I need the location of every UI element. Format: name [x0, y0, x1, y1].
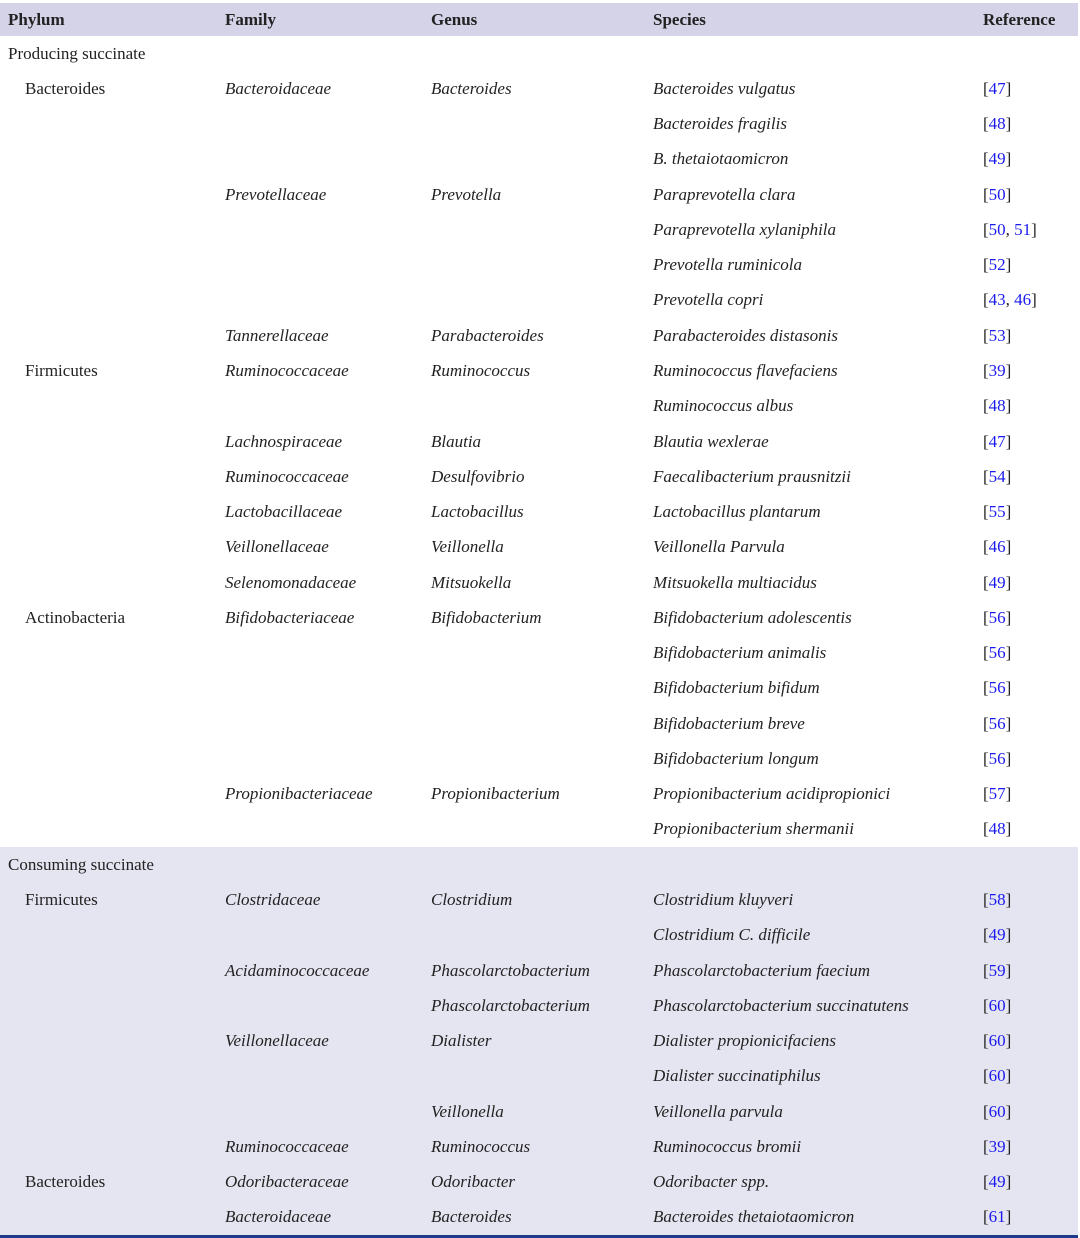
family-cell: Bifidobacteriaceae — [225, 607, 355, 627]
reference-cell: [49] — [983, 1172, 1012, 1192]
reference-link[interactable]: 51 — [1014, 219, 1032, 239]
reference-link[interactable]: 52 — [988, 255, 1006, 275]
species-cell: Prevotella ruminicola — [653, 255, 803, 275]
genus-cell: Odoribacter — [431, 1172, 516, 1192]
family-cell: Bacteroidaceae — [225, 1207, 332, 1227]
table-row — [0, 424, 1078, 459]
family-cell: Veillonellaceae — [225, 1031, 329, 1051]
table-row — [0, 706, 1078, 741]
species-cell: Ruminococcus bromii — [653, 1136, 802, 1156]
table-row — [0, 636, 1078, 671]
genus-cell: Bacteroides — [431, 1207, 512, 1227]
genus-cell: Prevotella — [431, 184, 502, 204]
family-cell: Propionibacteriaceae — [225, 784, 373, 804]
reference-link[interactable]: 47 — [988, 78, 1006, 98]
reference-link[interactable]: 50 — [988, 219, 1006, 239]
family-cell: Prevotellaceae — [225, 184, 327, 204]
table-row — [0, 318, 1078, 353]
species-cell: Propionibacterium acidipropionici — [653, 784, 891, 804]
genus-cell: Phascolarctobacterium — [431, 960, 590, 980]
reference-link[interactable]: 60 — [988, 995, 1006, 1015]
reference-link[interactable]: 50 — [988, 184, 1006, 204]
table-row — [0, 530, 1078, 565]
phylum-cell: Firmicutes — [25, 890, 98, 909]
genus-cell: Parabacteroides — [431, 325, 544, 345]
species-cell: Prevotella copri — [653, 290, 764, 310]
table-row — [0, 741, 1078, 776]
taxonomy-table — [0, 3, 1078, 1238]
genus-cell: Propionibacterium — [431, 784, 560, 804]
family-cell: Ruminococcaceae — [225, 1136, 349, 1156]
family-cell: Veillonellaceae — [225, 537, 329, 557]
reference-link[interactable]: 46 — [1014, 290, 1032, 310]
reference-link[interactable]: 49 — [988, 149, 1006, 169]
table-row — [0, 248, 1078, 283]
reference-cell: [49] — [983, 572, 1012, 592]
species-cell: Parabacteroides distasonis — [653, 325, 838, 345]
section-consuming — [0, 847, 1078, 1235]
reference-link[interactable]: 56 — [988, 643, 1006, 663]
table-row — [0, 918, 1078, 953]
reference-cell: [50, 51] — [983, 219, 1037, 239]
reference-link[interactable]: 55 — [988, 502, 1006, 522]
table-row — [0, 777, 1078, 812]
table-row — [0, 283, 1078, 318]
reference-link[interactable]: 54 — [988, 466, 1006, 486]
species-cell: Odoribacter spp. — [653, 1172, 770, 1192]
table-row — [0, 1094, 1078, 1129]
table-row — [0, 142, 1078, 177]
species-cell: Bifidobacterium longum — [653, 748, 819, 768]
table-row — [0, 882, 1078, 917]
species-cell: Lactobacillus plantarum — [653, 502, 821, 522]
species-cell: Bacteroides vulgatus — [653, 78, 796, 98]
section-title: Consuming succinate — [8, 854, 154, 874]
species-cell: Bifidobacterium animalis — [653, 643, 827, 663]
section-title-row — [0, 847, 1078, 882]
genus-cell: Veillonella — [431, 1101, 504, 1121]
species-cell: Clostridium C. difficile — [653, 925, 811, 945]
table-row — [0, 812, 1078, 847]
reference-link[interactable]: 61 — [988, 1207, 1006, 1227]
reference-cell: [47] — [983, 431, 1012, 451]
genus-cell: Desulfovibrio — [431, 466, 525, 486]
genus-cell: Dialister — [431, 1031, 492, 1051]
reference-link[interactable]: 49 — [988, 572, 1006, 592]
reference-cell: [56] — [983, 713, 1012, 733]
reference-link[interactable]: 53 — [988, 325, 1006, 345]
reference-link[interactable]: 59 — [988, 960, 1006, 980]
species-cell: Paraprevotella clara — [653, 184, 796, 204]
reference-link[interactable]: 48 — [988, 114, 1006, 134]
species-cell: Veillonella parvula — [653, 1101, 783, 1121]
family-cell: Lactobacillaceae — [225, 502, 343, 522]
table-row — [0, 565, 1078, 600]
reference-cell: [49] — [983, 925, 1012, 945]
reference-cell: [54] — [983, 466, 1012, 486]
species-cell: Propionibacterium shermanii — [653, 819, 854, 839]
reference-link[interactable]: 56 — [988, 607, 1006, 627]
reference-cell: [60] — [983, 1031, 1012, 1051]
species-cell: Veillonella Parvula — [653, 537, 785, 557]
header-family: Family — [225, 9, 276, 29]
species-cell: Clostridium kluyveri — [653, 890, 794, 909]
table-row — [0, 353, 1078, 388]
reference-link[interactable]: 49 — [988, 925, 1006, 945]
species-cell: Bacteroides thetaiotaomicron — [653, 1207, 855, 1227]
reference-cell: [60] — [983, 1101, 1012, 1121]
reference-link[interactable]: 39 — [988, 361, 1006, 381]
species-cell: B. thetaiotaomicron — [653, 149, 789, 169]
reference-cell: [60] — [983, 1066, 1012, 1086]
reference-cell: [55] — [983, 502, 1012, 522]
reference-cell: [49] — [983, 149, 1012, 169]
table-row — [0, 671, 1078, 706]
table-row — [0, 389, 1078, 424]
species-cell: Faecalibacterium prausnitzii — [653, 466, 851, 486]
reference-cell: [52] — [983, 255, 1012, 275]
table-row — [0, 1165, 1078, 1200]
species-cell: Phascolarctobacterium succinatutens — [653, 995, 909, 1015]
genus-cell: Mitsuokella — [431, 572, 512, 592]
reference-cell: [56] — [983, 607, 1012, 627]
reference-link[interactable]: 43 — [988, 290, 1006, 310]
family-cell: Odoribacteraceae — [225, 1172, 349, 1192]
table-row — [0, 71, 1078, 106]
phylum-cell: Bacteroides — [25, 1172, 106, 1192]
species-cell: Bifidobacterium bifidum — [653, 678, 820, 698]
reference-cell: [53] — [983, 325, 1012, 345]
family-cell: Bacteroidaceae — [225, 78, 332, 98]
table-row — [0, 459, 1078, 494]
reference-link[interactable]: 60 — [988, 1066, 1006, 1086]
genus-cell: Clostridium — [431, 890, 513, 909]
species-cell: Bifidobacterium breve — [653, 713, 805, 733]
genus-cell: Lactobacillus — [431, 502, 524, 522]
section-title: Producing succinate — [8, 43, 146, 63]
reference-cell: [58] — [983, 890, 1012, 909]
table-row — [0, 1129, 1078, 1164]
table-row — [0, 1059, 1078, 1094]
species-cell: Bifidobacterium adolescentis — [653, 607, 852, 627]
species-cell: Ruminococcus flavefaciens — [653, 361, 838, 381]
header-phylum: Phylum — [8, 9, 65, 29]
species-cell: Bacteroides fragilis — [653, 114, 787, 134]
reference-link[interactable]: 47 — [988, 431, 1006, 451]
reference-link[interactable]: 49 — [988, 1172, 1006, 1192]
reference-cell: [60] — [983, 995, 1012, 1015]
family-cell: Ruminococcaceae — [225, 361, 349, 381]
family-cell: Tannerellaceae — [225, 325, 329, 345]
genus-cell: Ruminococcus — [431, 361, 531, 381]
reference-link[interactable]: 48 — [988, 396, 1006, 416]
reference-link[interactable]: 57 — [988, 784, 1006, 804]
species-cell: Mitsuokella multiacidus — [653, 572, 817, 592]
header-species: Species — [653, 9, 706, 29]
table-row — [0, 953, 1078, 988]
reference-link[interactable]: 46 — [988, 537, 1006, 557]
phylum-cell: Firmicutes — [25, 361, 98, 381]
reference-cell: [48] — [983, 819, 1012, 839]
reference-link[interactable]: 48 — [988, 819, 1006, 839]
reference-link[interactable]: 39 — [988, 1136, 1006, 1156]
phylum-cell: Bacteroides — [25, 78, 106, 98]
table-row — [0, 107, 1078, 142]
reference-cell: [39] — [983, 361, 1012, 381]
family-cell: Ruminococcaceae — [225, 466, 349, 486]
species-cell: Blautia wexlerae — [653, 431, 769, 451]
reference-cell: [48] — [983, 396, 1012, 416]
table-row — [0, 212, 1078, 247]
table-row — [0, 177, 1078, 212]
reference-cell: [61] — [983, 1207, 1012, 1227]
reference-cell: [56] — [983, 748, 1012, 768]
reference-cell: [56] — [983, 643, 1012, 663]
family-cell: Acidaminococcaceae — [225, 960, 370, 980]
table-row — [0, 494, 1078, 529]
reference-cell: [48] — [983, 114, 1012, 134]
header-genus: Genus — [431, 9, 478, 29]
table-row — [0, 988, 1078, 1023]
reference-cell: [47] — [983, 78, 1012, 98]
reference-link[interactable]: 56 — [988, 748, 1006, 768]
reference-link[interactable]: 56 — [988, 713, 1006, 733]
section-producing — [0, 36, 1078, 847]
species-cell: Dialister succinatiphilus — [653, 1066, 821, 1086]
reference-link[interactable]: 60 — [988, 1031, 1006, 1051]
table-row — [0, 600, 1078, 635]
reference-cell: [46] — [983, 537, 1012, 557]
genus-cell: Blautia — [431, 431, 482, 451]
genus-cell: Veillonella — [431, 537, 504, 557]
genus-cell: Ruminococcus — [431, 1136, 531, 1156]
header-reference: Reference — [983, 9, 1056, 29]
section-title-row — [0, 36, 1078, 71]
genus-cell: Bacteroides — [431, 78, 512, 98]
reference-cell: [57] — [983, 784, 1012, 804]
reference-cell: [50] — [983, 184, 1012, 204]
family-cell: Selenomonadaceae — [225, 572, 357, 592]
reference-cell: [59] — [983, 960, 1012, 980]
reference-link[interactable]: 56 — [988, 678, 1006, 698]
species-cell: Dialister propionicifaciens — [653, 1031, 837, 1051]
reference-link[interactable]: 60 — [988, 1101, 1006, 1121]
reference-cell: [39] — [983, 1136, 1012, 1156]
species-cell: Phascolarctobacterium faecium — [653, 960, 871, 980]
reference-link[interactable]: 58 — [988, 890, 1006, 909]
table-header — [0, 3, 1078, 36]
table-row — [0, 1200, 1078, 1235]
table-row — [0, 1023, 1078, 1058]
reference-cell: [43, 46] — [983, 290, 1037, 310]
species-cell: Paraprevotella xylaniphila — [653, 219, 837, 239]
reference-cell: [56] — [983, 678, 1012, 698]
family-cell: Clostridaceae — [225, 890, 321, 909]
phylum-cell: Actinobacteria — [25, 607, 126, 627]
species-cell: Ruminococcus albus — [653, 396, 794, 416]
genus-cell: Phascolarctobacterium — [431, 995, 590, 1015]
genus-cell: Bifidobacterium — [431, 607, 542, 627]
family-cell: Lachnospiraceae — [225, 431, 343, 451]
